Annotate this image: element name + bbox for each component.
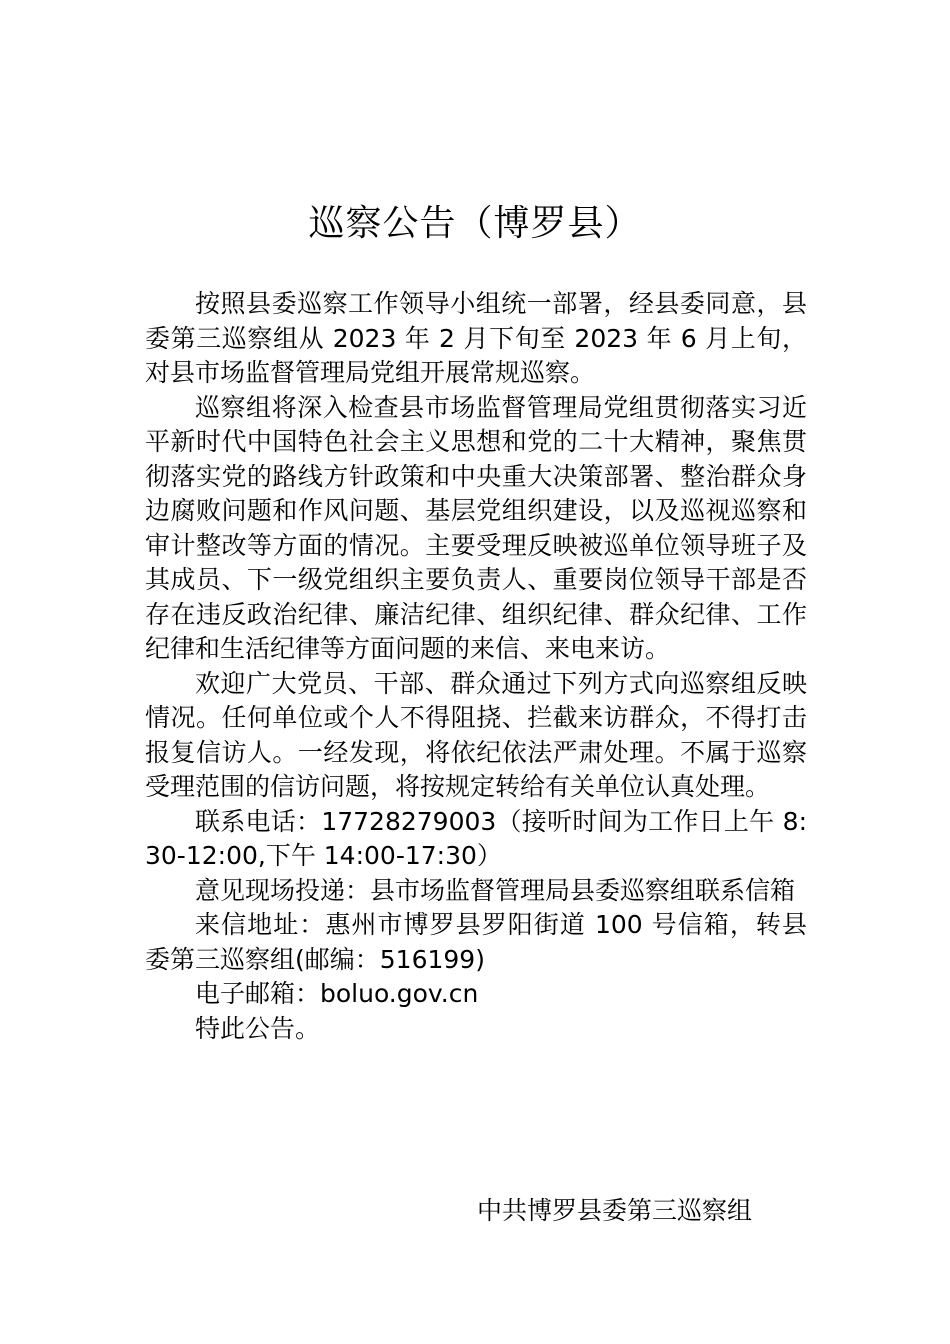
closing-line: 特此公告。 (195, 1013, 321, 1043)
contact-mail-address: 来信地址：惠州市博罗县罗阳街道 100 号信箱，转县委第三巡察组(邮编：516199) (145, 910, 807, 974)
contact-phone: 联系电话：17728279003（接听时间为工作日上午 8:30-12:00,下午 14:00-17:30） (145, 806, 807, 870)
announcement-body (145, 287, 807, 1046)
contact-onsite-delivery: 意见现场投递：县市场监督管理局县委巡察组联系信箱 (195, 875, 796, 905)
paragraph-inspection-scope: 巡察组将深入检查县市场监督管理局党组贯彻落实习近平新时代中国特色社会主义思想和党的二十大精神，聚焦贯彻落实党的路线方针政策和中央重大决策部署、整治群众身边腐败问题和作风问题、基层党组织建设，以及巡视巡察和审计整改等方面的情况。主要受理反映被巡单位领导班子及其成员、下一级党组织主要负责人、重要岗位领导干部是否存在违反政治纪律、廉洁纪律、组织纪律、群众纪律、工作纪律和生活纪律等方面问题的来信、来电来访。 (145, 392, 807, 663)
page-title: 巡察公告（博罗县） (308, 203, 642, 244)
contact-email: 电子邮箱：boluo.gov.cn (195, 979, 479, 1008)
paragraph-welcome-reports: 欢迎广大党员、干部、群众通过下列方式向巡察组反映情况。任何单位或个人不得阻挠、拦截来访群众，不得打击报复信访人。一经发现，将依纪依法严肃处理。不属于巡察受理范围的信访问题，将按规定转给有关单位认真处理。 (145, 668, 807, 801)
paragraph-deployment: 按照县委巡察工作领导小组统一部署，经县委同意，县委第三巡察组从 2023 年 2 月下旬至 2023 年 6 月上旬，对县市场监督管理局党组开展常规巡察。 (145, 289, 807, 387)
signature: 中共博罗县委第三巡察组 (477, 1196, 753, 1225)
